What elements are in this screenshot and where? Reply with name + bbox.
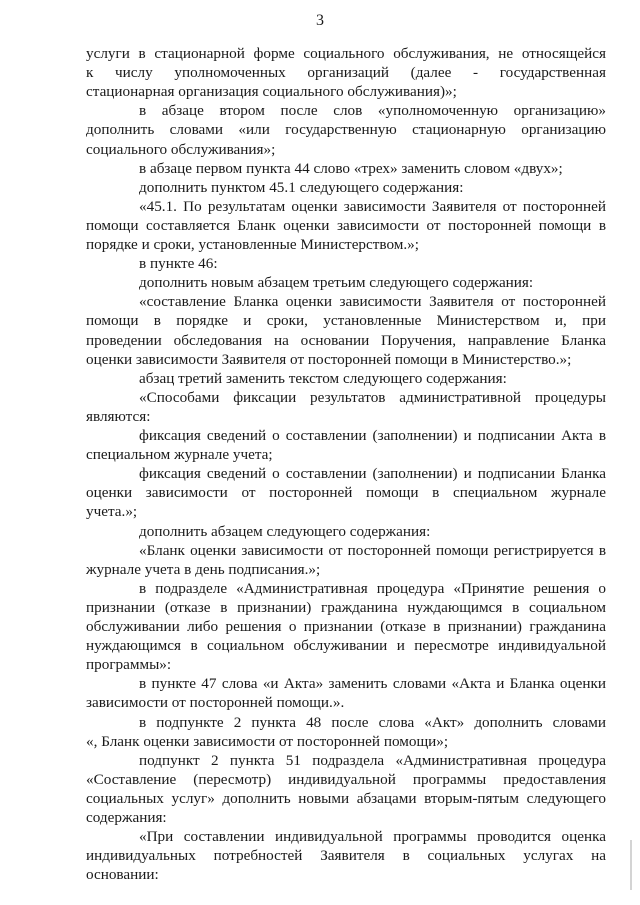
text-line: помощи в порядке и сроки, установленные Министерством и, при xyxy=(86,312,606,330)
text-line: в абзаце втором после слов «уполномоченную организацию» xyxy=(139,102,606,120)
text-line: в подразделе «Административная процедура «Принятие решения о xyxy=(139,579,606,597)
text-line: являются: xyxy=(86,407,151,425)
text-line: оценки зависимости от посторонней помощи в специальном журнале xyxy=(86,484,606,502)
text-line: программы»: xyxy=(86,656,172,674)
text-line: основании: xyxy=(86,866,159,884)
text-line: фиксация сведений о составлении (заполнении) и подписании Бланка xyxy=(139,465,606,483)
scan-edge-mark xyxy=(630,840,632,890)
text-line: дополнить пунктом 45.1 следующего содержания: xyxy=(139,178,464,196)
text-line: к числу уполномоченных организаций (далее - государственная xyxy=(86,64,606,82)
text-line: обслуживании либо решения о признании (отказе в признании) гражданина xyxy=(86,618,606,635)
text-line: дополнить абзацем следующего содержания: xyxy=(139,522,431,540)
text-line: специальном журнале учета; xyxy=(86,446,273,464)
text-line: индивидуальных потребностей Заявителя в социальных услугах на xyxy=(86,847,606,865)
text-line: в пункте 47 слова «и Акта» заменить словами «Акта и Бланка оценки xyxy=(139,675,606,693)
text-line: «Способами фиксации результатов административной процедуры xyxy=(139,388,606,406)
text-line: «составление Бланка оценки зависимости Заявителя от посторонней xyxy=(139,293,606,311)
text-line: в пункте 46: xyxy=(139,255,218,273)
text-line: в абзаце первом пункта 44 слово «трех» заменить словом «двух»; xyxy=(139,159,563,177)
text-line: подпункт 2 пункта 51 подраздела «Административная процедура xyxy=(139,751,606,769)
text-line: нуждающимся в социальном обслуживании и пересмотре индивидуальной xyxy=(86,637,606,655)
text-line: «, Бланк оценки зависимости от посторонней помощи»; xyxy=(86,732,449,750)
text-line: содержания: xyxy=(86,809,167,826)
text-line: в подпункте 2 пункта 48 после слова «Акт» дополнить словами xyxy=(139,713,606,731)
text-line: оценки зависимости Заявителя от посторонней помощи в Министерство.»; xyxy=(86,350,572,368)
text-line: «Бланк оценки зависимости от посторонней помощи регистрируется в xyxy=(139,541,606,559)
text-line: зависимости от посторонней помощи.». xyxy=(86,694,345,712)
text-line: дополнить новым абзацем третьим следующего содержания: xyxy=(139,274,534,292)
text-line: абзац третий заменить текстом следующего содержания: xyxy=(139,369,507,387)
text-line: порядке и сроки, установленные Министерством.»; xyxy=(86,236,419,253)
text-line: журнале учета в день подписания.»; xyxy=(86,560,321,578)
text-line: дополнить словами «или государственную стационарную организацию xyxy=(86,121,606,139)
text-line: фиксация сведений о составлении (заполнении) и подписании Акта в xyxy=(139,427,606,444)
text-line: услуги в стационарной форме социального обслуживания, не относящейся xyxy=(86,45,606,62)
text-line: помощи составляется Бланк оценки зависимости от посторонней помощи в xyxy=(86,216,606,234)
text-line: «45.1. По результатам оценки зависимости Заявителя от посторонней xyxy=(139,197,606,215)
text-line: социальных услуг» дополнить новыми абзацами вторым-пятым следующего xyxy=(86,789,606,807)
page-number: 3 xyxy=(316,12,324,29)
text-line: признании (отказе в признании) гражданина нуждающимся в социальном xyxy=(86,598,606,616)
text-line: «Составление (пересмотр) индивидуальной программы предоставления xyxy=(86,770,606,788)
text-line: «При составлении индивидуальной программы проводится оценка xyxy=(139,828,606,846)
text-line: учета.»; xyxy=(86,503,138,521)
text-line: стационарная организация социального обслуживания)»; xyxy=(86,83,457,101)
text-line: социального обслуживания»; xyxy=(86,140,276,158)
text-line: проведении обследования на основании Поручения, направление Бланка xyxy=(86,331,606,349)
